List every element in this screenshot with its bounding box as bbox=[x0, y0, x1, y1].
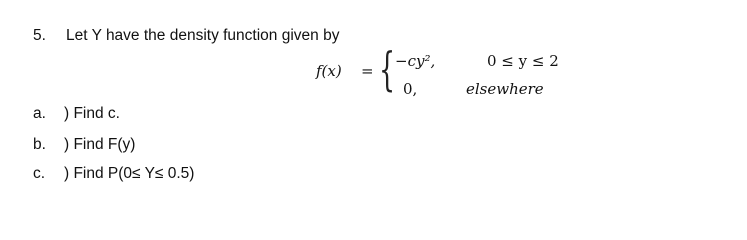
formula-equals: = bbox=[361, 62, 374, 80]
subquestion-b-text: ) Find F(y) bbox=[64, 136, 136, 153]
case2-expression: 0, bbox=[403, 80, 418, 98]
subquestion-c-text: ) Find P(0≤ Y≤ 0.5) bbox=[64, 165, 195, 182]
formula-lhs: f(x) bbox=[316, 62, 342, 80]
case1-expression: −cy², bbox=[395, 52, 436, 70]
subquestion-c-label: c. bbox=[33, 165, 46, 182]
problem-statement: Let Y have the density function given by bbox=[66, 27, 340, 44]
subquestion-a-label: a. bbox=[33, 105, 46, 122]
left-brace-icon: { bbox=[379, 42, 396, 96]
problem-number: 5. bbox=[33, 27, 46, 44]
subquestion-a-text: ) Find c. bbox=[64, 105, 120, 122]
case1-condition: 0 ≤ y ≤ 2 bbox=[487, 52, 559, 70]
case2-condition: elsewhere bbox=[466, 80, 544, 98]
subquestion-b-label: b. bbox=[33, 136, 46, 153]
